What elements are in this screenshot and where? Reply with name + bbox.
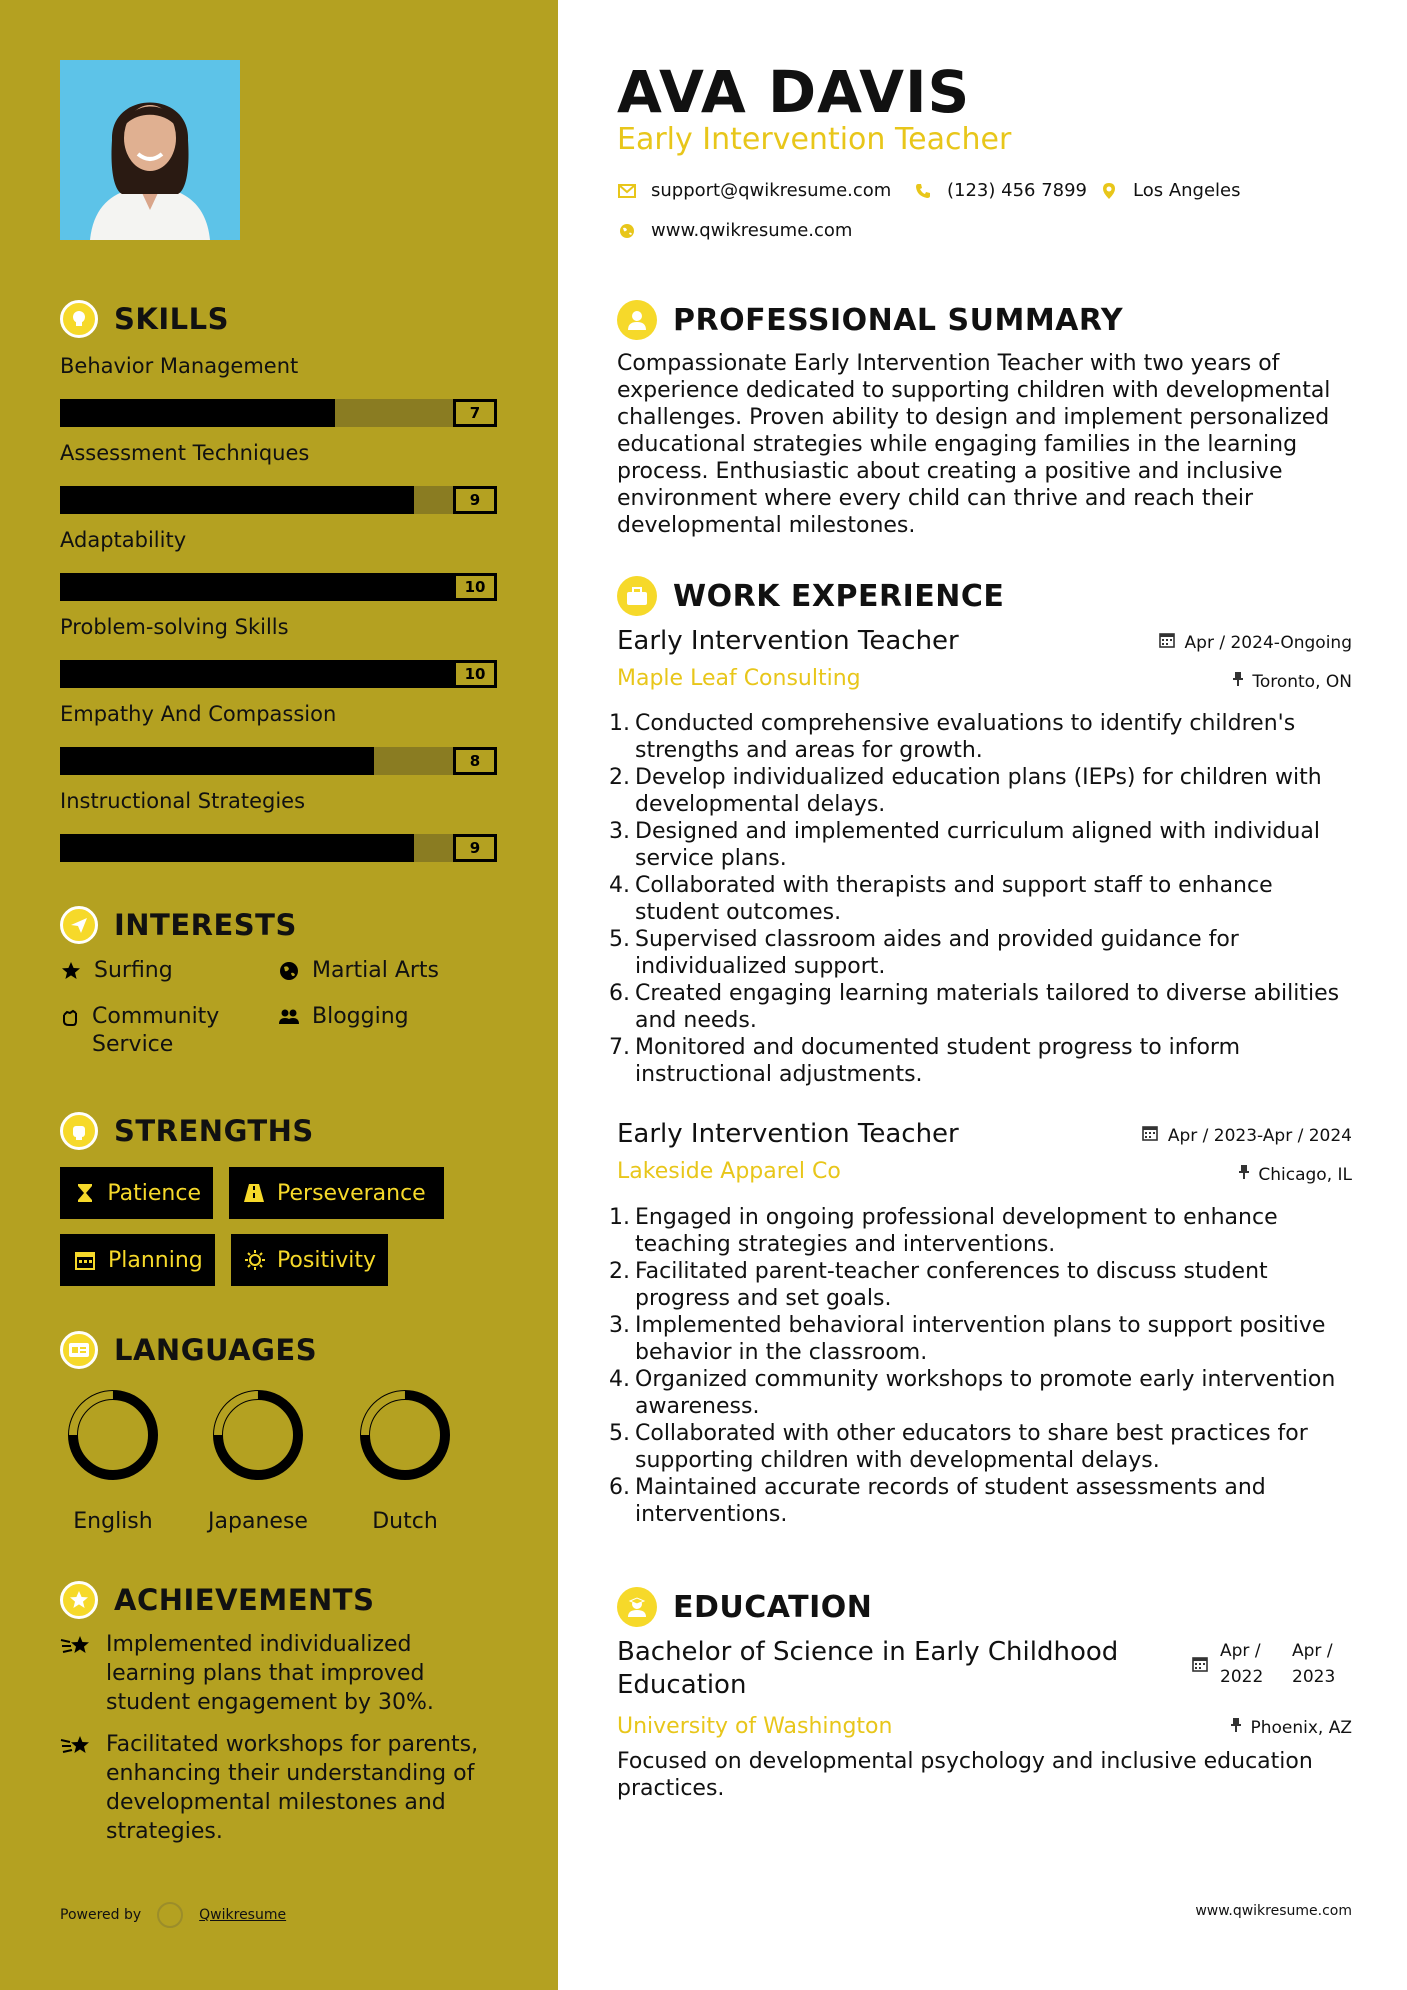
skill-name: Empathy And Compassion (60, 702, 337, 726)
language-name: Japanese (208, 1509, 308, 1534)
globe-icon (278, 957, 300, 985)
skill-name: Behavior Management (60, 354, 299, 378)
achievement-item (60, 1630, 500, 1717)
powered-by-label: Powered by (60, 1907, 142, 1923)
skill-item (60, 527, 497, 601)
interest-label: Blogging (312, 1004, 409, 1029)
language-item (335, 1387, 475, 1534)
language-card-icon (60, 1331, 98, 1369)
skill-name: Instructional Strategies (60, 789, 306, 813)
strength-badge (231, 1234, 388, 1286)
hourglass-icon (72, 1180, 97, 1206)
phone-text: (123) 456 7899 (947, 180, 1088, 201)
degree-title: Bachelor of Science in Early Childhood Education (617, 1637, 1119, 1700)
achievement-text: Facilitated workshops for parents, enhancing their understanding of developmental milestones and strategies. (106, 1732, 479, 1844)
duty-item: 7. Monitored and documented student progress to inform instructional adjustments. (609, 1035, 1240, 1087)
skill-score: 10 (453, 573, 497, 601)
calendar-icon (1192, 1654, 1208, 1690)
duty-text: Supervised classroom aides and provided guidance for individualized support. (635, 927, 1239, 979)
skill-bar-fill (60, 486, 414, 514)
skill-name: Adaptability (60, 528, 187, 552)
website-text: www.qwikresume.com (651, 220, 853, 241)
phone-icon (913, 183, 933, 199)
lightbulb-icon (60, 300, 98, 338)
skill-bar (60, 834, 497, 862)
language-item (188, 1387, 328, 1534)
duty-text: Collaborated with other educators to share best practices for supporting children with developmental delays. (635, 1421, 1308, 1473)
job-location-text: Toronto, ON (1252, 671, 1352, 692)
education-description: Focused on developmental psychology and inclusive education practices. (617, 1749, 1313, 1801)
education-dates (1192, 1638, 1352, 1690)
languages-heading (60, 1331, 317, 1369)
skill-bar-fill (60, 747, 374, 775)
sidebar (0, 0, 558, 1990)
candidate-name: AVA DAVIS (617, 58, 971, 126)
skill-name: Assessment Techniques (60, 441, 310, 465)
skills-heading (60, 300, 229, 338)
calendar-icon (72, 1247, 98, 1273)
job-location-text: Chicago, IL (1258, 1164, 1352, 1185)
education-end-month: Apr / (1292, 1641, 1333, 1661)
skill-score: 7 (453, 399, 497, 427)
language-name: Dutch (372, 1509, 438, 1534)
shooting-star-icon (60, 1730, 92, 1846)
interest-item (60, 957, 173, 985)
duty-item: 3. Implemented behavioral intervention plans to support positive behavior in the classroom. (609, 1313, 1326, 1365)
shooting-star-icon (60, 1630, 92, 1717)
skill-score: 9 (453, 834, 497, 862)
education-end (1292, 1638, 1352, 1690)
duty-item: 1. Conducted comprehensive evaluations to identify children's strengths and areas for growth. (609, 711, 1296, 763)
language-item (43, 1387, 183, 1534)
school-name: University of Washington (617, 1714, 893, 1739)
email-text: support@qwikresume.com (651, 180, 892, 201)
interest-item (278, 1003, 409, 1031)
duty-text: Designed and implemented curriculum aligned with individual service plans. (635, 819, 1320, 871)
education-end-year: 2023 (1292, 1667, 1336, 1687)
job-date-text: Apr / 2023-Apr / 2024 (1167, 1125, 1352, 1146)
strength-badge (60, 1167, 213, 1219)
qwikresume-link[interactable]: Qwikresume (199, 1907, 287, 1923)
duty-item: 4. Collaborated with therapists and support staff to enhance student outcomes. (609, 873, 1273, 925)
education-start-year: 2022 (1220, 1667, 1264, 1687)
duty-item: 2. Develop individualized education plans (IEPs) for children with developmental delays. (609, 765, 1322, 817)
education-start-month: Apr / (1220, 1641, 1261, 1661)
school-location (1230, 1717, 1352, 1738)
strength-label: Positivity (276, 1247, 376, 1273)
duty-text: Facilitated parent-teacher conferences to discuss student progress and set goals. (635, 1259, 1268, 1311)
duty-text: Develop individualized education plans (IEPs) for children with developmental delays. (635, 765, 1322, 817)
duty-item: 5. Supervised classroom aides and provided guidance for individualized support. (609, 927, 1239, 979)
skill-name: Problem-solving Skills (60, 615, 289, 639)
job-date (1142, 1125, 1352, 1146)
duty-item: 3. Designed and implemented curriculum aligned with individual service plans. (609, 819, 1320, 871)
duty-text: Implemented behavioral intervention plans to support positive behavior in the classroom. (635, 1313, 1326, 1365)
skill-bar-fill (60, 660, 453, 688)
language-ring (210, 1387, 306, 1483)
contact-email[interactable] (617, 180, 891, 201)
skill-bar-fill (60, 834, 414, 862)
duty-item: 1. Engaged in ongoing professional development to enhance teaching strategies and interventions. (609, 1205, 1278, 1257)
skill-item (60, 701, 497, 775)
achievement-text: Implemented individualized learning plans that improved student engagement by 30%. (106, 1632, 434, 1715)
job-date-text: Apr / 2024-Ongoing (1184, 632, 1352, 653)
interest-label: Surfing (94, 958, 173, 983)
duty-item: 5. Collaborated with other educators to share best practices for supporting children with developmental delays. (609, 1421, 1308, 1473)
strengths-heading (60, 1112, 314, 1150)
pushpin-icon (1230, 1717, 1242, 1738)
job-entry (617, 1119, 1352, 1185)
sun-icon (243, 1247, 267, 1273)
pushpin-icon (1238, 1164, 1250, 1185)
strength-badge (60, 1234, 215, 1286)
education-heading (617, 1587, 872, 1627)
summary-heading (617, 300, 1123, 340)
interest-item (278, 957, 439, 985)
job-location (1238, 1164, 1352, 1185)
hand-icon (60, 1003, 80, 1031)
education-title: EDUCATION (673, 1589, 873, 1625)
skill-score: 8 (453, 747, 497, 775)
duty-text: Organized community workshops to promote early intervention awareness. (635, 1367, 1336, 1419)
duty-text: Created engaging learning materials tailored to diverse abilities and needs. (635, 981, 1340, 1033)
job-entry (617, 626, 1352, 692)
strengths-title: STRENGTHS (114, 1114, 314, 1148)
duty-text: Collaborated with therapists and support staff to enhance student outcomes. (635, 873, 1273, 925)
summary-title: PROFESSIONAL SUMMARY (673, 302, 1124, 338)
job-title: Early Intervention Teacher (617, 626, 959, 656)
user-icon (617, 300, 657, 340)
duty-item: 6. Maintained accurate records of student assessments and interventions. (609, 1475, 1266, 1527)
job-duties-list (609, 1204, 1352, 1528)
language-ring (357, 1387, 453, 1483)
road-icon (241, 1180, 267, 1206)
skill-bar-fill (60, 399, 335, 427)
users-icon (278, 1003, 300, 1031)
envelope-icon (617, 184, 637, 198)
duty-item: 6. Created engaging learning materials tailored to diverse abilities and needs. (609, 981, 1340, 1033)
contact-website[interactable] (617, 220, 852, 241)
interests-title: INTERESTS (114, 908, 297, 942)
job-location (1232, 671, 1352, 692)
school-location-text: Phoenix, AZ (1250, 1717, 1352, 1738)
language-ring (65, 1387, 161, 1483)
interest-label: Community Service (92, 1004, 220, 1057)
summary-text: Compassionate Early Intervention Teacher with two years of experience dedicated to supporting children with developmental challenges. Proven ability to design and implement personalized educational strategies while engaging families in the learning process. Enthusiastic about creating a positive and inclusive environment where every child can thrive and reach their developmental milestones. (617, 351, 1331, 538)
duty-text: Maintained accurate records of student assessments and interventions. (635, 1475, 1266, 1527)
fist-icon (60, 1112, 98, 1150)
award-star-icon (60, 1581, 98, 1619)
globe-icon (617, 223, 637, 239)
achievements-heading (60, 1581, 374, 1619)
skill-bar (60, 486, 497, 514)
profile-photo (60, 60, 240, 240)
strength-label: Perseverance (277, 1180, 426, 1206)
candidate-title: Early Intervention Teacher (617, 122, 1012, 157)
skill-item (60, 614, 497, 688)
main-content (609, 0, 1352, 1990)
skills-title: SKILLS (114, 302, 229, 336)
duty-item: 2. Facilitated parent-teacher conferences to discuss student progress and set goals. (609, 1259, 1268, 1311)
graduate-icon (617, 1587, 657, 1627)
location-text: Los Angeles (1133, 180, 1241, 201)
calendar-icon (1159, 632, 1175, 653)
job-company: Maple Leaf Consulting (617, 666, 861, 691)
work-title: WORK EXPERIENCE (673, 578, 1005, 614)
achievement-item (60, 1730, 500, 1846)
skill-item (60, 788, 497, 862)
strength-label: Planning (108, 1247, 203, 1273)
skill-bar (60, 573, 497, 601)
briefcase-icon (617, 576, 657, 616)
skill-item (60, 353, 497, 427)
interest-label: Martial Arts (312, 958, 440, 983)
job-duties-list (609, 710, 1352, 1088)
skill-score: 10 (453, 660, 497, 688)
language-name: English (73, 1509, 153, 1534)
skill-item (60, 440, 497, 514)
job-date (1159, 632, 1352, 653)
footer-website[interactable]: www.qwikresume.com (1195, 1903, 1352, 1919)
map-pin-icon (1099, 182, 1119, 200)
education-start (1220, 1638, 1280, 1690)
powered-by (60, 1902, 286, 1928)
duty-text: Engaged in ongoing professional development to enhance teaching strategies and interventions. (635, 1205, 1278, 1257)
calendar-icon (1142, 1125, 1158, 1146)
duty-text: Monitored and documented student progress to inform instructional adjustments. (635, 1035, 1240, 1087)
skill-bar (60, 399, 497, 427)
skill-bar-fill (60, 573, 453, 601)
skill-bar (60, 660, 497, 688)
skill-score: 9 (453, 486, 497, 514)
interests-heading (60, 906, 297, 944)
contact-phone[interactable] (913, 180, 1087, 201)
strength-label: Patience (107, 1180, 201, 1206)
contact-location (1099, 180, 1241, 201)
duty-item: 4. Organized community workshops to promote early intervention awareness. (609, 1367, 1336, 1419)
paper-plane-icon (60, 906, 98, 944)
duty-text: Conducted comprehensive evaluations to identify children's strengths and areas for growth. (635, 711, 1296, 763)
job-company: Lakeside Apparel Co (617, 1159, 841, 1184)
skill-bar (60, 747, 497, 775)
star-icon (60, 957, 82, 985)
qwikresume-logo-icon (157, 1902, 183, 1928)
job-title: Early Intervention Teacher (617, 1119, 959, 1149)
languages-title: LANGUAGES (114, 1333, 318, 1367)
achievements-title: ACHIEVEMENTS (114, 1583, 375, 1617)
strength-badge (229, 1167, 444, 1219)
interest-item (60, 1003, 260, 1059)
work-heading (617, 576, 1004, 616)
pushpin-icon (1232, 671, 1244, 692)
